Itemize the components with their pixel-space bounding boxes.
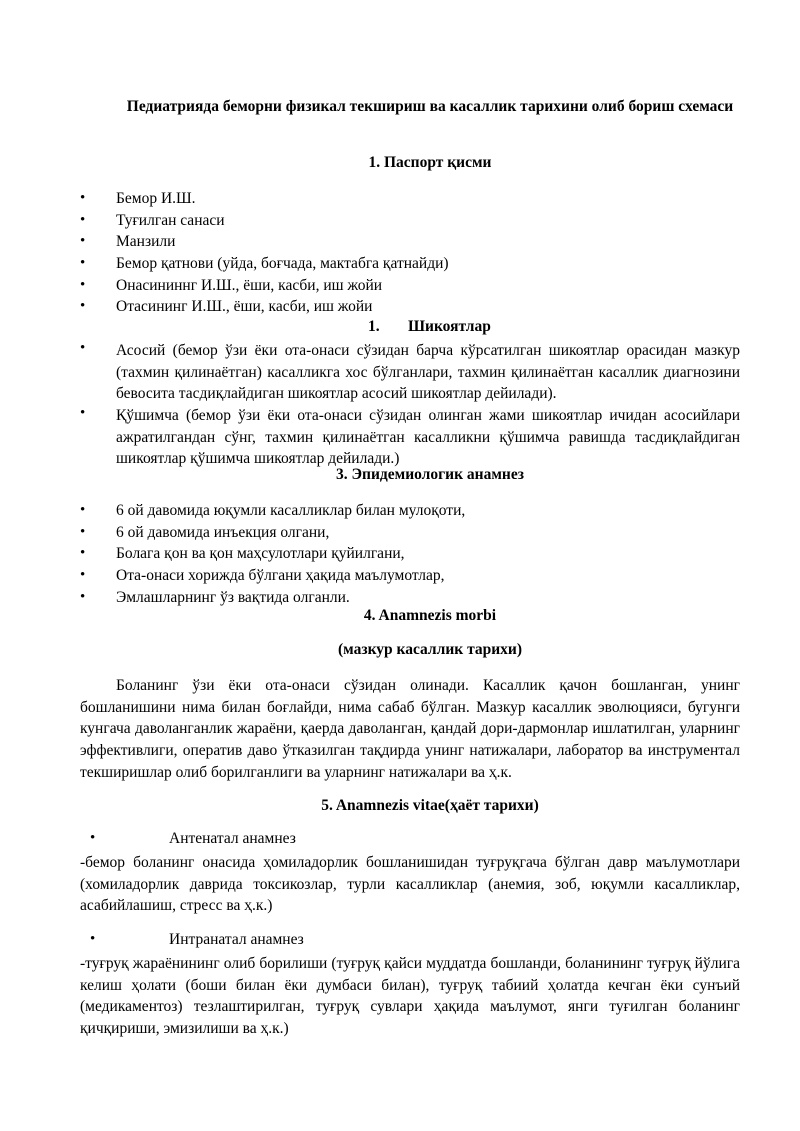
bullet-icon: • [90,931,96,947]
bullet-icon: • [80,298,86,315]
section-4-subheading: (мазкур касаллик тарихи) [337,641,523,658]
bullet-icon: • [80,211,86,228]
document-title: Педиатрияда беморни физикал текшириш ва касаллик тарихини олиб бориш схемаси [126,98,734,115]
bullet-icon: • [80,523,86,540]
bullet-icon: • [80,340,86,356]
complaint-main: Асосий (бемор ўзи ёки ота-онаси сўзидан барча кўрсатилган шикоятлар орасидан мазкур (тахмин қилинаётган) касалликга хос бўлганлари, тахмин қилинаётган касаллик диагнозини бевосита тасдиқлайдиган шикоятлар асосий шикоятлар дейилади). [116,342,740,403]
anamnesis-morbi-paragraph: Боланинг ўзи ёки ота-онаси сўзидан олинади. Касаллик қачон бошланган, унинг бошланишини нима билан боғлайди, нима сабаб бўлган. Мазкур касаллик эволюцияси, бугунги кунгача даволанганлик жараёни, қаерда даволанган, қандай дори-дармонлар ишлатилган, уларнинг эффективлиги, оператив даво ўтказилган тақдирда унинг натижалари, лаборатор ва инструментал текширишлар олиб борилганлиги ва уларнинг натижалари ва ҳ.к. [80,677,740,781]
complaint-additional: Қўшимча (бемор ўзи ёки ота-онаси сўзидан олинган жами шикоятлар ичидан асосийлари ажратилгандан сўнг, тахмин қилинаётган касалликни қўшимча равишда тасдиқлайдиган шикоятлар қўшимча шикоятлар дейилади.) [116,407,740,468]
bullet-icon: • [80,276,86,293]
bullet-icon: • [90,830,96,846]
intranatal-heading: Интранатал анамнез [169,931,304,948]
section-4-heading: 4. Anamnezis morbi [363,607,497,624]
document-page: Педиатрияда беморни физикал текшириш ва касаллик тарихини олиб бориш схемаси 1. Паспорт қисми • Бемор И.Ш. • Туғилган санаси • Манзили • Бемор қатнови (уйда, боғчада, мактабга қатнайди) • Онасининнг И.Ш., ёши, касби, иш жойи • Отасининг И.Ш., ёши, касби, иш жойи 1. Шикоятлар • Асосий (бемор ўзи ёки ота-онаси сўзидан барча кўрсатилган шикоятлар орасидан мазкур (тахмин қилинаётган) касалликга хос бўлганлари, тахмин қилинаётган касаллик диагнозини бевосита тасдиқлайдиган шикоятлар асосий шикоятлар дейилади). • Қўшимча (бемор ўзи ёки ота-онаси сўзидан олинган жами шикоятлар ичидан асосийлари ажратилгандан сўнг, тахмин қилинаётган касалликни қўшимча равишда тасдиқлайдиган шикоятлар қўшимча шикоятлар дейилади.) 3. Эпидемиологик анамнез • 6 ой давомида юқумли касалликлар билан мулоқоти, • 6 ой давомида инъекция олгани, • Болага қон ва қон маҳсулотлари қуйилгани, • Ота-онаси хорижда бўлгани ҳақида маълумотлар, • Эмлашларнинг ўз вақтида олганли. 4. Anamnezis morbi (мазкур касаллик тарихи) Боланинг ўзи ёки ота-онаси сўзидан олинади. Касаллик қачон бошланган, унинг бошланишини нима билан боғлайди, нима сабаб бўлган. Мазкур касаллик эволюцияси, бугунги кунгача даволанганлик жараёни, қаерда даволанган, қандай дори-дармонлар ишлатилган, уларнинг эффективлиги, оператив даво ўтказилган тақдирда унинг натижалари, лаборатор ва инструментал текширишлар олиб борилганлиги ва уларнинг натижалари ва ҳ.к. 5. Anamnezis vitae(ҳаёт тарихи) • Антенатал анамнез -бемор боланинг онасида ҳомиладорлик бошланишидан туғруқгача бўлган давр маълумотлари (хомиладорлик даврида токсикозлар, турли касалликлар (анемия, зоб, юқумли касалликлар, асабийлашиш, стресс ва ҳ.к.) • Интранатал анамнез -туғруқ жараёнининг олиб борилиши (туғруқ қайси муддатда бошланди, боланининг туғруқ йўлига келиш ҳолати (боши билан ёки думбаси билан), туғруқ табиий ҳолатда кечган ёки сунъий (медикаментоз) тезлаштирилган, туғруқ сувлари ҳақида маълумот, янги туғилган боланинг қичқириши, эмизилиши ва ҳ.к.) [0,0,800,1131]
bullet-icon: • [80,502,86,518]
bullet-icon: • [80,255,86,272]
bullet-icon: • [80,545,86,562]
bullet-icon: • [80,567,86,584]
bullet-icon: • [80,405,86,421]
bullet-icon: • [80,588,86,605]
bullet-icon: • [80,190,86,206]
section-1-heading: 1. Паспорт қисми [368,154,492,171]
antenatal-heading: Антенатал анамнез [169,830,296,847]
section-3-heading: 3. Эпидемиологик анамнез [336,466,524,483]
antenatal-text: -бемор боланинг онасида ҳомиладорлик бошланишидан туғруқгача бўлган давр маълумотлари (хомиладорлик даврида токсикозлар, турли касалликлар (анемия, зоб, юқумли касалликлар, асабийлашиш, стресс ва ҳ.к.) [80,854,740,915]
bullet-icon: • [80,233,86,250]
intranatal-text: -туғруқ жараёнининг олиб борилиши (туғруқ қайси муддатда бошланди, боланининг туғруқ йўлига келиш ҳолати (боши билан ёки думбаси билан), туғруқ табиий ҳолатда кечган ёки сунъий (медикаментоз) тезлаштирилган, туғруқ сувлари ҳақида маълумот, янги туғилган боланинг қичқириши, эмизилиши ва ҳ.к.) [80,955,740,1038]
section-5-heading: 5. Anamnezis vitae(ҳаёт тарихи) [321,797,539,814]
